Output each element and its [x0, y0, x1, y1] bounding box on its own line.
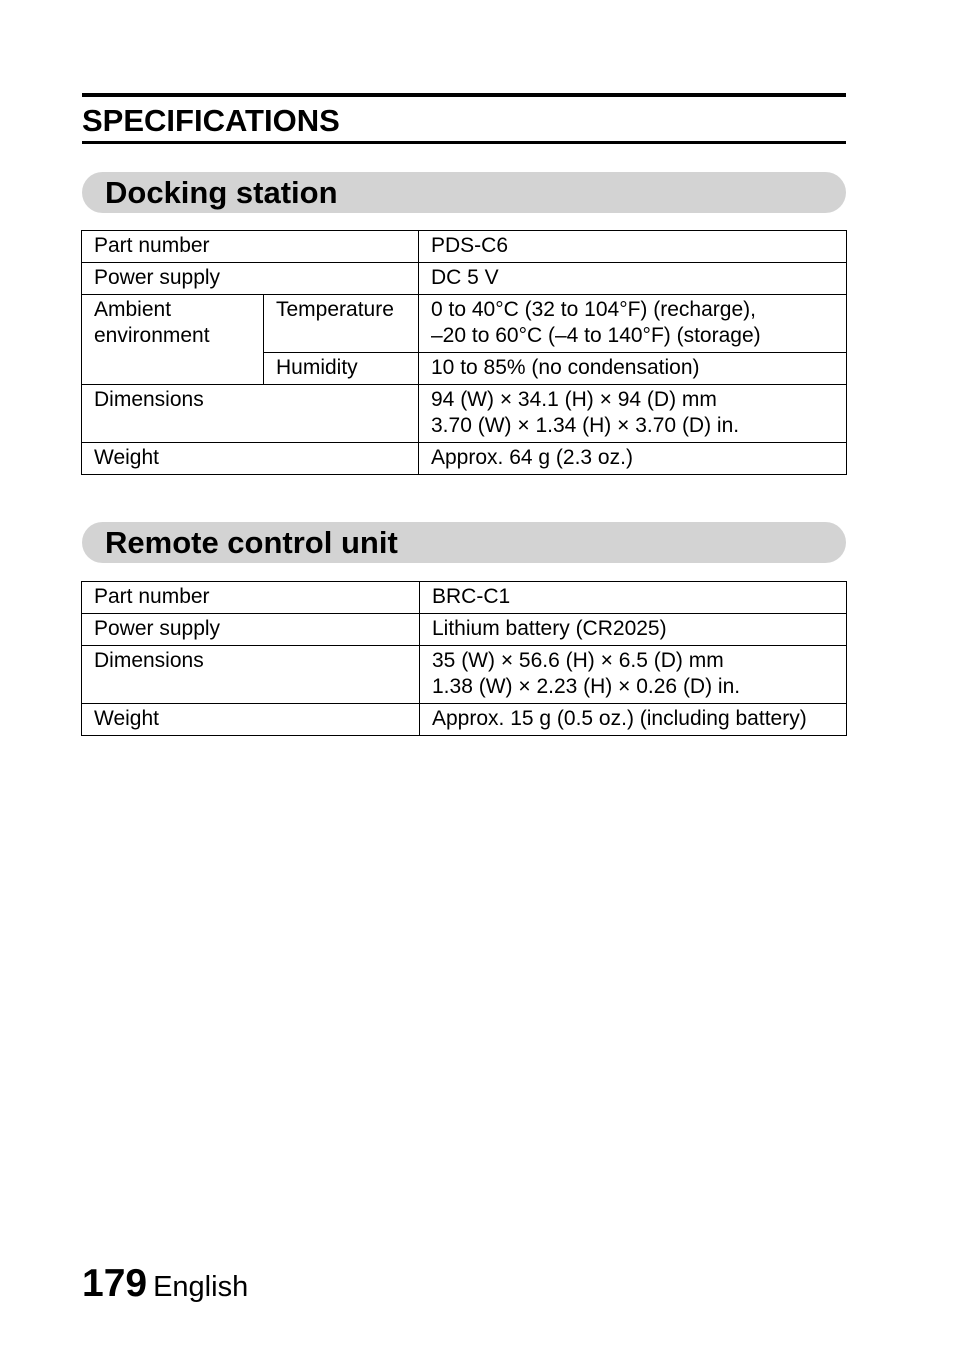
page-header: [82, 93, 846, 144]
dimensions-value-line1: 35 (W) × 56.6 (H) × 6.5 (D) mm: [432, 649, 724, 672]
power-supply-label: Power supply: [82, 614, 420, 646]
humidity-value: 10 to 85% (no condensation): [419, 353, 847, 385]
page-title: SPECIFICATIONS: [82, 103, 340, 138]
part-number-label: Part number: [82, 231, 419, 263]
power-supply-value: Lithium battery (CR2025): [420, 614, 847, 646]
dimensions-value: [419, 385, 847, 443]
page-number: 179: [82, 1262, 148, 1305]
weight-label: Weight: [82, 443, 419, 475]
ambient-label-line1: Ambient: [94, 298, 172, 321]
weight-label: Weight: [82, 704, 420, 736]
temperature-value-line2: –20 to 60°C (–4 to 140°F) (storage): [431, 324, 761, 347]
temperature-value-line1: 0 to 40°C (32 to 104°F) (recharge),: [431, 298, 756, 321]
ambient-environment-label: [82, 295, 264, 385]
table-row: [82, 385, 847, 443]
dimensions-label: Dimensions: [82, 646, 420, 704]
dimensions-value-line1: 94 (W) × 34.1 (H) × 94 (D) mm: [431, 388, 717, 411]
temperature-value: [419, 295, 847, 353]
dimensions-value: [420, 646, 847, 704]
part-number-label: Part number: [82, 582, 420, 614]
table-row: [82, 443, 847, 475]
table-row: [82, 646, 847, 704]
table-row: [82, 614, 847, 646]
ambient-label-line2: environment: [94, 324, 210, 347]
temperature-label: Temperature: [264, 295, 419, 353]
remote-control-title: Remote control unit: [105, 525, 398, 560]
dimensions-value-line2: 1.38 (W) × 2.23 (H) × 0.26 (D) in.: [432, 675, 741, 698]
docking-station-title: Docking station: [105, 175, 338, 210]
table-row: [82, 295, 847, 353]
table-row: [82, 263, 847, 295]
remote-control-spec-table: [81, 581, 847, 736]
dimensions-value-line2: 3.70 (W) × 1.34 (H) × 3.70 (D) in.: [431, 414, 740, 437]
dimensions-label: Dimensions: [82, 385, 419, 443]
docking-station-spec-table: [81, 230, 847, 475]
power-supply-value: DC 5 V: [419, 263, 847, 295]
part-number-value: BRC-C1: [420, 582, 847, 614]
table-row: [82, 704, 847, 736]
table-row: [82, 582, 847, 614]
docking-station-section-header: [82, 172, 846, 213]
table-row: [82, 231, 847, 263]
remote-control-section-header: [82, 522, 846, 563]
page-footer: [82, 1262, 248, 1306]
part-number-value: PDS-C6: [419, 231, 847, 263]
language-label: English: [153, 1271, 249, 1303]
weight-value: Approx. 64 g (2.3 oz.): [419, 443, 847, 475]
weight-value: Approx. 15 g (0.5 oz.) (including battery): [420, 704, 847, 736]
humidity-label: Humidity: [264, 353, 419, 385]
power-supply-label: Power supply: [82, 263, 419, 295]
